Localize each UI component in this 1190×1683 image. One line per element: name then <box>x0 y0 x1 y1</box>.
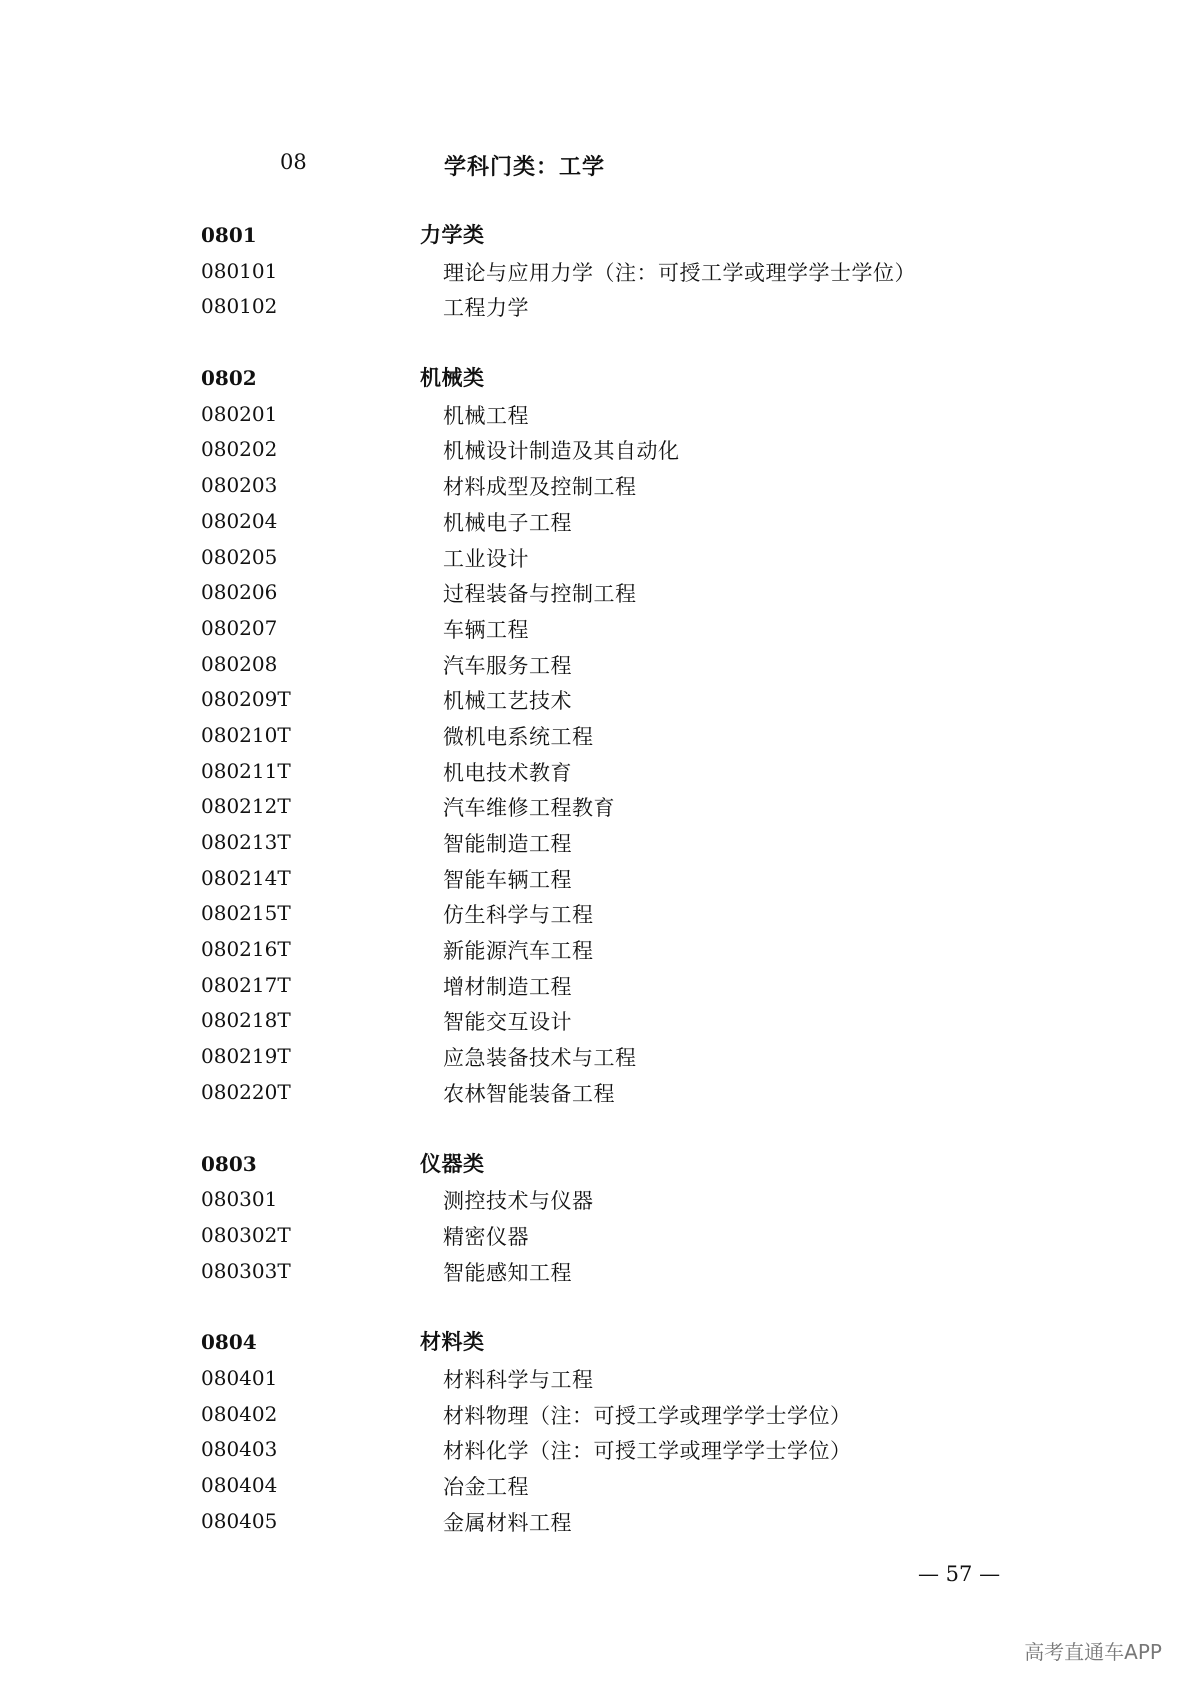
major-code: 080201 <box>201 401 278 426</box>
major-code: 080207 <box>201 615 278 640</box>
major-row <box>0 1399 1190 1435</box>
major-code: 080101 <box>201 258 278 283</box>
category-row <box>0 363 1190 399</box>
major-code: 080302T <box>201 1222 291 1247</box>
major-row <box>0 1470 1190 1506</box>
category-row <box>0 220 1190 256</box>
major-row <box>0 256 1190 292</box>
major-row <box>0 1434 1190 1470</box>
major-name: 微机电系统工程 <box>443 724 594 749</box>
major-name: 理论与应用力学（注：可授工学或理学学士学位） <box>443 260 916 285</box>
major-name: 工程力学 <box>443 296 529 321</box>
major-row <box>0 1184 1190 1220</box>
major-code: 080206 <box>201 580 278 605</box>
major-row <box>0 934 1190 970</box>
major-name: 智能交互设计 <box>443 1010 572 1035</box>
major-list <box>0 220 1190 1577</box>
major-code: 080219T <box>201 1044 291 1069</box>
major-row <box>0 791 1190 827</box>
major-name: 智能车辆工程 <box>443 867 572 892</box>
major-name: 工业设计 <box>443 546 529 571</box>
major-name: 过程装备与控制工程 <box>443 582 637 607</box>
major-row <box>0 756 1190 792</box>
major-name: 农林智能装备工程 <box>443 1081 615 1106</box>
major-name: 机械工艺技术 <box>443 689 572 714</box>
major-name: 智能感知工程 <box>443 1260 572 1285</box>
major-row <box>0 1506 1190 1542</box>
category-section <box>0 1149 1190 1292</box>
major-row <box>0 1256 1190 1292</box>
major-code: 080203 <box>201 473 278 498</box>
category-code: 0801 <box>201 223 257 247</box>
major-code: 080202 <box>201 437 278 462</box>
category-row <box>0 1149 1190 1185</box>
major-code: 080213T <box>201 830 291 854</box>
major-name: 智能制造工程 <box>443 832 572 856</box>
major-row <box>0 898 1190 934</box>
category-code: 0804 <box>201 1330 257 1355</box>
major-name: 汽车维修工程教育 <box>443 796 615 821</box>
major-name: 机电技术教育 <box>443 760 572 785</box>
major-name: 材料化学（注：可授工学或理学学士学位） <box>443 1439 852 1464</box>
major-row <box>0 613 1190 649</box>
category-name: 仪器类 <box>420 1150 485 1176</box>
major-code: 080405 <box>201 1508 278 1533</box>
category-section <box>0 1327 1190 1541</box>
major-code: 080404 <box>201 1473 278 1497</box>
major-name: 金属材料工程 <box>443 1510 572 1535</box>
major-row <box>0 1220 1190 1256</box>
major-code: 080403 <box>201 1437 278 1462</box>
major-code: 080210T <box>201 722 291 747</box>
major-row <box>0 827 1190 863</box>
major-code: 080217T <box>201 972 291 997</box>
discipline-title: 学科门类：工学 <box>444 154 606 180</box>
major-row <box>0 684 1190 720</box>
major-name: 机械设计制造及其自动化 <box>443 439 680 464</box>
major-row <box>0 720 1190 756</box>
major-row <box>0 649 1190 685</box>
discipline-header <box>0 150 1190 182</box>
major-code: 080209T <box>201 687 291 712</box>
major-code: 080402 <box>201 1401 278 1426</box>
major-name: 材料物理（注：可授工学或理学学士学位） <box>443 1403 852 1428</box>
category-code: 0802 <box>201 366 257 391</box>
major-row <box>0 1077 1190 1113</box>
major-name: 机械电子工程 <box>443 510 572 535</box>
category-row <box>0 1327 1190 1363</box>
major-row <box>0 970 1190 1006</box>
major-row <box>0 1041 1190 1077</box>
discipline-code: 08 <box>280 150 307 174</box>
major-name: 车辆工程 <box>443 617 529 642</box>
major-row <box>0 577 1190 613</box>
major-name: 机械工程 <box>443 403 529 428</box>
major-code: 080211T <box>201 758 291 783</box>
major-name: 材料成型及控制工程 <box>443 475 637 500</box>
major-row <box>0 291 1190 327</box>
watermark: 高考直通车APP <box>1024 1640 1162 1664</box>
major-name: 新能源汽车工程 <box>443 939 594 964</box>
major-code: 080208 <box>201 651 278 676</box>
category-name: 力学类 <box>420 222 485 247</box>
major-code: 080401 <box>201 1365 278 1390</box>
category-name: 材料类 <box>420 1329 485 1355</box>
major-code: 080214T <box>201 865 291 890</box>
major-name: 增材制造工程 <box>443 974 572 999</box>
category-name: 机械类 <box>420 365 485 391</box>
major-name: 测控技术与仪器 <box>443 1189 594 1214</box>
major-row <box>0 470 1190 506</box>
major-name: 仿生科学与工程 <box>443 903 594 928</box>
major-row <box>0 1005 1190 1041</box>
major-code: 080218T <box>201 1008 291 1033</box>
major-name: 汽车服务工程 <box>443 653 572 678</box>
major-name: 材料科学与工程 <box>443 1367 594 1392</box>
page-number: — 57 — <box>918 1562 1001 1586</box>
category-code: 0803 <box>201 1151 257 1176</box>
major-name: 应急装备技术与工程 <box>443 1046 637 1071</box>
category-section <box>0 363 1190 1112</box>
major-row <box>0 542 1190 578</box>
major-row <box>0 399 1190 435</box>
major-row <box>0 434 1190 470</box>
category-section <box>0 220 1190 327</box>
major-code: 080216T <box>201 937 291 962</box>
major-row <box>0 1363 1190 1399</box>
major-code: 080212T <box>201 794 291 819</box>
major-name: 精密仪器 <box>443 1224 529 1249</box>
major-code: 080215T <box>201 901 291 926</box>
major-name: 冶金工程 <box>443 1475 529 1499</box>
major-code: 080220T <box>201 1079 291 1104</box>
major-code: 080301 <box>201 1187 278 1212</box>
major-code: 080303T <box>201 1258 291 1283</box>
major-row <box>0 863 1190 899</box>
major-row <box>0 506 1190 542</box>
major-code: 080102 <box>201 294 278 319</box>
major-code: 080205 <box>201 544 278 569</box>
major-code: 080204 <box>201 508 278 533</box>
